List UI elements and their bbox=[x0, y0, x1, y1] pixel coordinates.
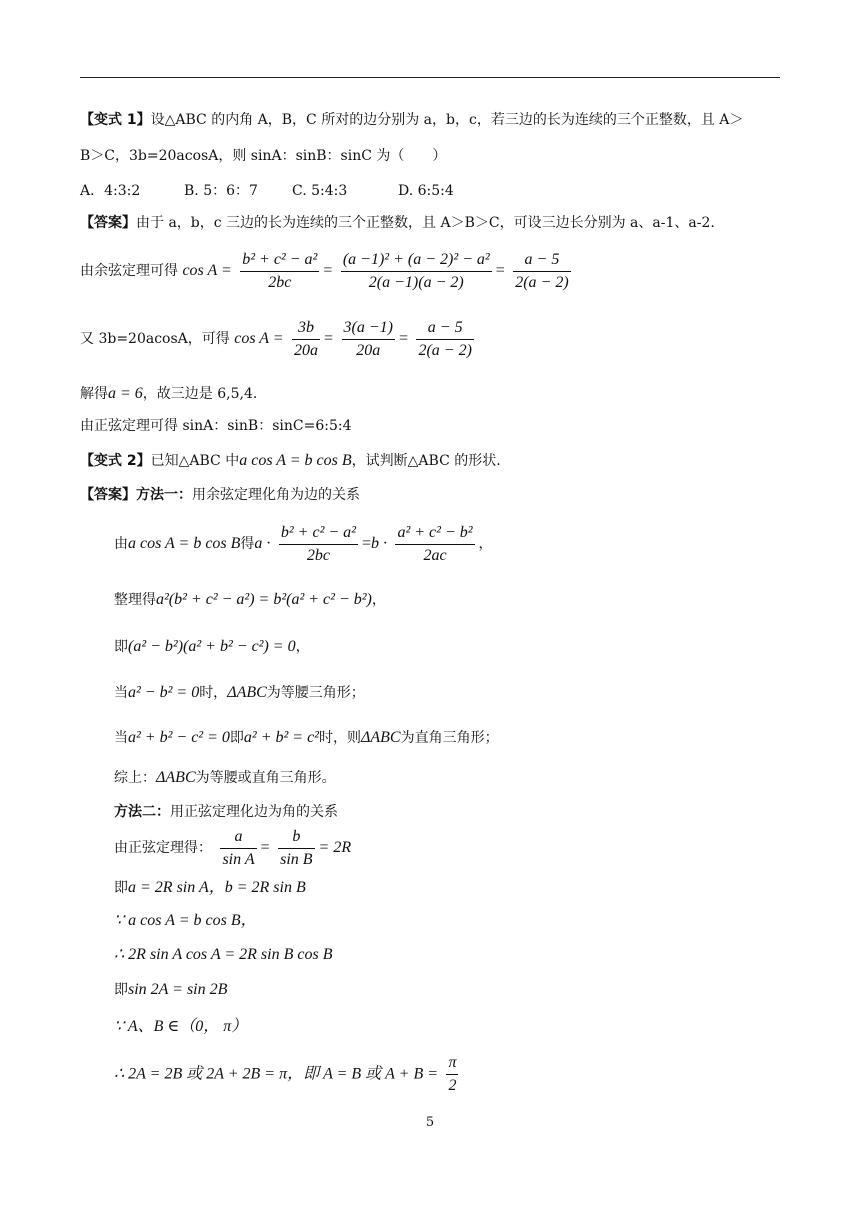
cos-a-lhs-2: cos A = bbox=[234, 330, 284, 347]
fraction-3a-1-over-20a: $\frac{3(a -1)}{20a}$ bbox=[343, 318, 393, 359]
variant1-answer bbox=[80, 213, 715, 233]
option-d: D. 6:5:4 bbox=[398, 183, 454, 199]
variant2-tag: 【变式 2】 bbox=[80, 453, 151, 469]
fraction-cos-definition: $\frac{\text{b² + c² − a²}}{2bc}$ bbox=[242, 250, 318, 291]
fraction-simplified-2: $\frac{a - 5}{2(a - 2)}$ bbox=[418, 318, 472, 359]
cos-a-lhs: cos A = bbox=[182, 262, 232, 279]
method2-line5: 即sin 2A = sin 2B bbox=[114, 981, 228, 998]
fraction-pi-over-2: $\frac{\pi}{2}$ bbox=[448, 1054, 457, 1094]
solve-expression: a = 6 bbox=[108, 385, 143, 402]
option-a: A．4:3:2 bbox=[80, 183, 141, 199]
method2-line2: 即a = 2R sin A，b = 2R sin B bbox=[114, 879, 306, 896]
also-intro: 又 3b=20acosA，可得 bbox=[80, 331, 230, 347]
variant2-condition: a cos A = b cos B bbox=[239, 452, 352, 469]
cosine-law-equation: 由余弦定理可得 cos A = $\frac{\text{b² + c² − a²}}{2bc}$ = $\frac{\text{(a −1)² + (a − 2)² − a²}}{2(a -1)(a - 2)}$ = $\frac{a - 5}{2(a - 2)}$ bbox=[80, 248, 575, 294]
method2-line6: ∵ A、B ∈（0， π） bbox=[114, 1018, 248, 1035]
option-b: B. 5：6：7 bbox=[184, 183, 258, 199]
method2-line3: ∵ a cos A = b cos B， bbox=[114, 912, 257, 929]
method1-heading bbox=[80, 485, 360, 505]
cosine-law-intro: 由余弦定理可得 bbox=[80, 263, 178, 279]
method2-line7: ∴ 2A = 2B 或 2A + 2B = π，即 A = B 或 A + B = $\frac{\pi}{2}$ bbox=[114, 1052, 462, 1097]
header-rule bbox=[80, 77, 780, 78]
method2-line4: ∴ 2R sin A cos A = 2R sin B cos B bbox=[114, 946, 333, 963]
given-condition-equation: 又 3b=20acosA，可得 cos A = $\frac{3b}{20a}$ = $\frac{3(a -1)}{20a}$ = $\frac{a - 5}{2(a - 2)}$ bbox=[80, 316, 478, 362]
method1-line1: 由a cos A = b cos B得a · $\frac{\text{b² + c² − a²}}{2bc}$ =b · $\frac{\text{a² + c² − b²}}{2ac}$ ， bbox=[114, 520, 493, 568]
variant1-question-line2: B＞C，3b=20acosA，则 sinA：sinB：sinC 为（ ） bbox=[80, 148, 447, 164]
method1-line3: 即(a² − b²)(a² + b² − c²) = 0， bbox=[114, 638, 310, 655]
method1-title: 方法一： bbox=[136, 487, 192, 503]
method1-line4: 当a² − b² = 0时，ΔABC为等腰三角形； bbox=[114, 684, 365, 701]
variant1-answer-text: 由于 a，b，c 三边的长为连续的三个正整数，且 A＞B＞C，可设三边长分别为 a、a-1、a-2. bbox=[136, 215, 715, 231]
page-number: 5 bbox=[425, 1115, 435, 1130]
variant2-answer-tag: 【答案】 bbox=[80, 487, 136, 503]
method2-desc: 用正弦定理化边为角的关系 bbox=[170, 804, 338, 820]
fraction-cos-b: $\frac{\text{a² + c² − b²}}{2ac}$ bbox=[397, 523, 473, 564]
variant2-question: 【变式 2】已知△ABC 中a cos A = b cos B，试判断△ABC 的形状. bbox=[80, 452, 501, 469]
solve-line: 解得a = 6，故三边是 6,5,4. bbox=[80, 385, 258, 402]
fraction-cos-a: $\frac{\text{b² + c² − a²}}{2bc}$ bbox=[280, 523, 356, 564]
option-c: C. 5:4:3 bbox=[292, 183, 348, 199]
fraction-a-over-sina: $\frac{a}{\text{sin A}}$ bbox=[222, 827, 255, 868]
variant1-tag: 【变式 1】 bbox=[80, 112, 151, 128]
fraction-3b-over-20a: $\frac{3b}{20a}$ bbox=[294, 318, 319, 359]
method1-line2: 整理得a²(b² + c² − a²) = b²(a² + c² − b²)， bbox=[114, 591, 386, 608]
variant1-answer-tag: 【答案】 bbox=[80, 215, 136, 231]
method2-line1: 由正弦定理得： $\frac{a}{\text{sin A}}$ = $\frac{b}{\text{sin B}}$ = 2R bbox=[114, 824, 351, 872]
fraction-substituted: $\frac{\text{(a −1)² + (a − 2)² − a²}}{2(a -1)(a - 2)}$ bbox=[342, 250, 490, 291]
variant1-question-line1 bbox=[80, 110, 743, 130]
fraction-simplified: $\frac{a - 5}{2(a - 2)}$ bbox=[515, 250, 569, 291]
variant1-options bbox=[80, 181, 454, 201]
variant1-conclusion: 由正弦定理可得 sinA：sinB：sinC=6:5:4 bbox=[80, 418, 352, 434]
method2-heading bbox=[114, 802, 338, 822]
method1-summary: 综上：ΔABC为等腰或直角三角形。 bbox=[114, 769, 336, 786]
variant1-question-text1: 设△ABC 的内角 A，B，C 所对的边分别为 a，b，c，若三边的长为连续的三个正整数，且 A＞ bbox=[150, 112, 744, 128]
fraction-b-over-sinb: $\frac{b}{\text{sin B}}$ bbox=[280, 827, 313, 868]
method1-desc: 用余弦定理化角为边的关系 bbox=[192, 487, 360, 503]
method1-line5: 当a² + b² − c² = 0即a² + b² = c²时，则ΔABC为直角三角形； bbox=[114, 729, 499, 746]
method2-title: 方法二： bbox=[114, 804, 170, 820]
